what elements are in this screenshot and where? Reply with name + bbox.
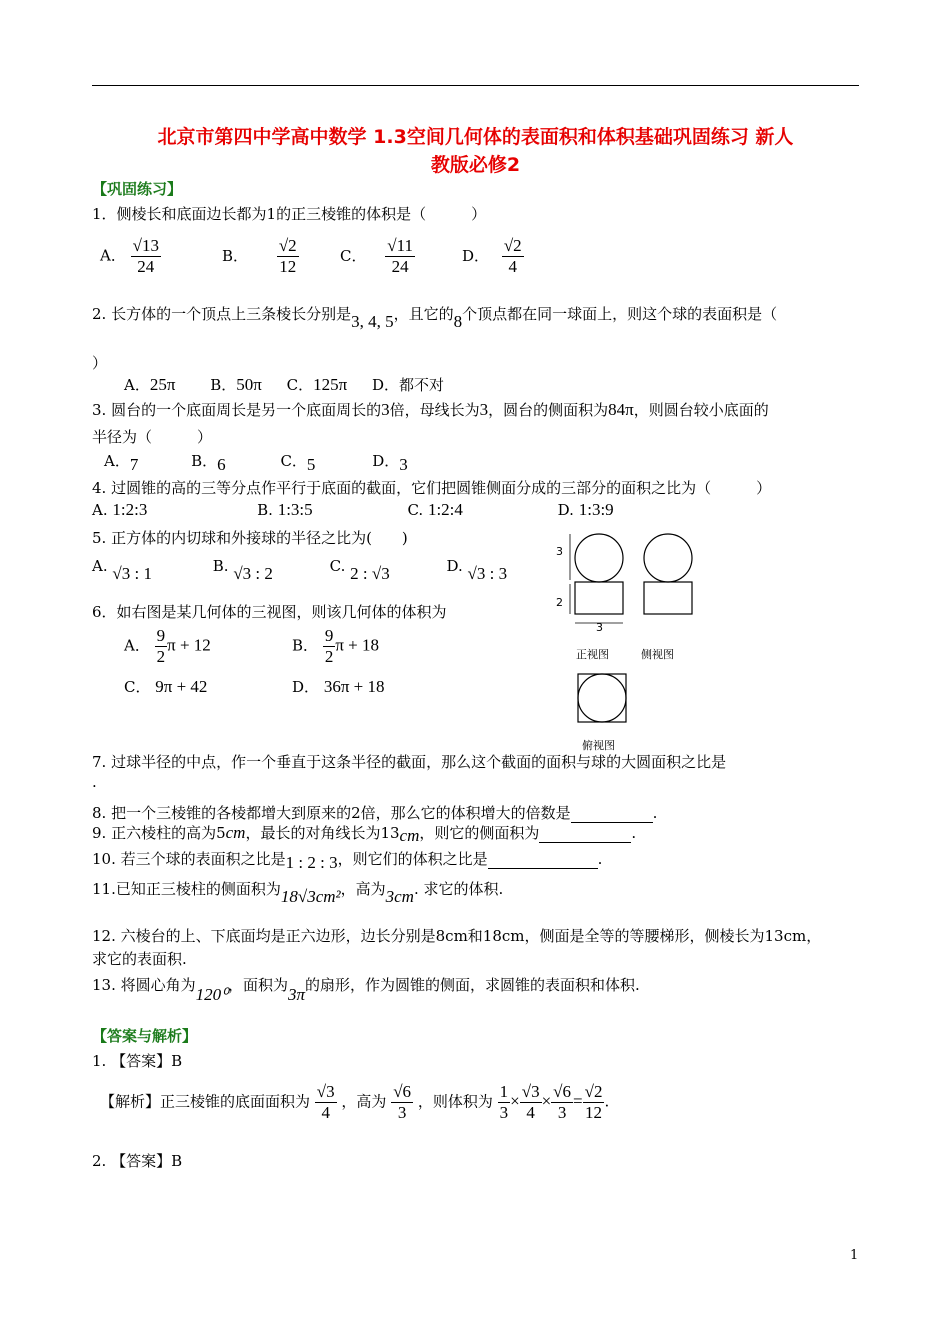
q3-stem-2: 半径为（ ） — [92, 428, 213, 446]
q10-stem: 10. 若三个球的表面积之比是1 : 2 : 3，则它们的体积之比是 . — [92, 850, 603, 872]
section-answers: 【答案与解析】 — [92, 1027, 198, 1045]
a1-explanation: 【解析】正三棱锥的底面面积为 $\frac{√3}{4}$ ，高为 $\frac{√6}{3}$ ，则体积为 $\frac{1}{3}$ × $\frac{√3}{4}$ × $\frac{√6}{3}$ = $\frac{√2}{12}$ . — [100, 1082, 610, 1122]
front-box — [575, 582, 623, 614]
q6-opt-d: D． 36π + 18 — [292, 677, 385, 696]
q9-blank[interactable] — [539, 842, 631, 843]
side-view-label: 侧视图 — [641, 648, 674, 661]
top-circle — [578, 674, 626, 722]
side-box — [644, 582, 692, 614]
q13-stem: 13. 将圆心角为120⁰，面积为3π的扇形，作为圆锥的侧面，求圆锥的表面积和体积. — [92, 976, 640, 1004]
q1-opt-c: C． $\frac{√11}{24}$ — [340, 236, 413, 276]
page-number: 1 — [850, 1248, 859, 1263]
q10-blank[interactable] — [488, 868, 598, 869]
q4-options: A. 1:2:3 B. 1:3:5 C. 1:2:4 D. 1:3:9 — [92, 500, 614, 519]
q12-line2: 求它的表面积. — [92, 950, 187, 968]
q2-stem-end: ） — [92, 354, 108, 372]
a2-answer: 2. 【答案】B — [92, 1152, 183, 1170]
q3-options: A．7 B．6 C．5 D．3 — [104, 452, 408, 474]
front-sphere — [575, 534, 623, 582]
q1-opt-d: D． $\frac{√2}{4}$ — [462, 236, 522, 276]
q5-stem: 5. 正方体的内切球和外接球的半径之比为( ) — [92, 529, 408, 547]
q3-stem: 3. 圆台的一个底面周长是另一个底面周长的3倍，母线长为3，圆台的侧面积为84π，则圆台较小底面的 — [92, 400, 769, 419]
q6-opt-c: C． 9π + 42 — [124, 677, 208, 696]
header-rule — [92, 85, 859, 86]
dim-label-3b: 3 — [596, 621, 603, 634]
top-view-label: 俯视图 — [582, 739, 615, 752]
section-practice: 【巩固练习】 — [92, 180, 183, 198]
dim-label-3a: 3 — [556, 545, 563, 558]
q2-stem: 2. 长方体的一个顶点上三条棱长分别是3, 4, 5，且它的8个顶点都在同一球面上，则这个球的表面积是（ — [92, 305, 778, 331]
q11-stem: 11.已知正三棱柱的侧面积为18√3cm²，高为3cm. 求它的体积. — [92, 880, 504, 906]
q7-end: . — [92, 773, 97, 791]
q9-stem: 9. 正六棱柱的高为5cm，最长的对角线长为13cm，则它的侧面积为 . — [92, 823, 637, 845]
q6-opt-b: B． $\frac{9}{2}$ π + 18 — [292, 626, 379, 666]
q6-stem: 6．如右图是某几何体的三视图，则该几何体的体积为 — [92, 603, 447, 621]
doc-title-line1: 北京市第四中学高中数学 1.3空间几何体的表面积和体积基础巩固练习 新人 — [157, 126, 794, 148]
q2-options: A．25π B．50π C．125π D．都不对 — [124, 375, 445, 394]
a1-answer: 1. 【答案】B — [92, 1052, 183, 1070]
three-view-figure — [550, 528, 710, 753]
side-sphere — [644, 534, 692, 582]
q12-line1: 12. 六棱台的上、下底面均是正六边形，边长分别是8cm和18cm，侧面是全等的等腰梯形，侧棱长为13cm， — [92, 927, 822, 945]
q1-opt-b: B． $\frac{√2}{12}$ — [222, 236, 297, 276]
q6-opt-a: A． $\frac{9}{2}$ π + 12 — [124, 626, 211, 666]
q4-stem: 4. 过圆锥的高的三等分点作平行于底面的截面，它们把圆锥侧面分成的三部分的面积之比为（ ） — [92, 479, 772, 497]
q1-stem: 1．侧棱长和底面边长都为1的正三棱锥的体积是（ ） — [92, 205, 487, 223]
dim-label-2: 2 — [556, 596, 563, 609]
q1-opt-a: A． $\frac{√13}{24}$ — [100, 236, 159, 276]
q8-stem: 8. 把一个三棱锥的各棱都增大到原来的2倍，那么它的体积增大的倍数是 . — [92, 804, 658, 822]
q7-stem: 7. 过球半径的中点，作一个垂直于这条半径的截面，那么这个截面的面积与球的大圆面积之比是 — [92, 753, 727, 771]
q5-options: A. √3 : 1 B. √3 : 2 C. 2 : √3 D. √3 : 3 — [92, 557, 508, 583]
front-view-label: 正视图 — [576, 648, 609, 661]
doc-title-line2: 教版必修2 — [430, 154, 521, 176]
